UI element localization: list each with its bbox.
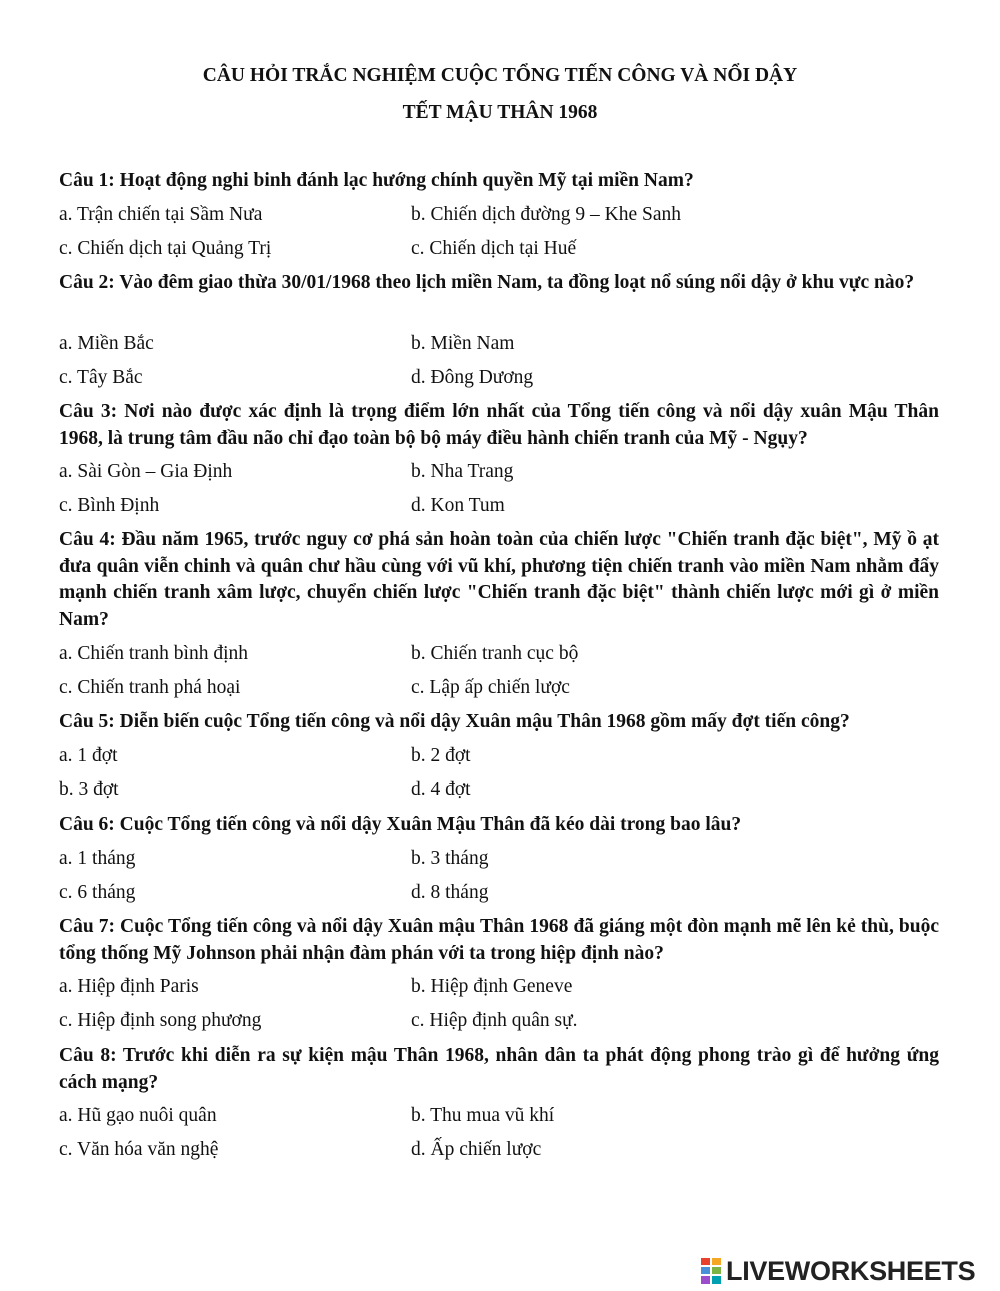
question-5-option-3: b. 3 đợt [59,779,119,800]
logo-block-6 [711,1275,722,1285]
question-2: Câu 2: Vào đêm giao thừa 30/01/1968 theo lịch miền Nam, ta đồng loạt nổ súng nổi dậy ở khu vực nào? [59,272,915,293]
logo-block-1 [700,1257,711,1266]
question-2-option-4: d. Đông Dương [411,367,534,388]
liveworksheets-logo-icon [700,1257,722,1285]
question-7-option-3: c. Hiệp định song phương [59,1010,262,1031]
question-1-option-3: c. Chiến dịch tại Quảng Trị [59,238,272,259]
question-6-option-4: d. 8 tháng [411,882,489,903]
question-3-option-4: d. Kon Tum [411,495,505,516]
question-6-option-1: a. 1 tháng [59,848,136,869]
question-4-option-1: a. Chiến tranh bình định [59,643,249,664]
question-3: Câu 3: Nơi nào được xác định là trọng điểm lớn nhất của Tổng tiến công và nổi dậy xuân Mậu Thân 1968, là trung tâm đầu não chỉ đạo toàn bộ bộ máy điều hành chiến tranh của Mỹ - Ngụy? [59,401,939,449]
question-7-option-1: a. Hiệp định Paris [59,976,199,997]
question-5-option-4: d. 4 đợt [411,779,471,800]
question-8-option-3: c. Văn hóa văn nghệ [59,1139,219,1160]
question-8-option-1: a. Hũ gạo nuôi quân [59,1105,217,1126]
question-2-option-2: b. Miền Nam [411,333,515,354]
question-1-option-4: c. Chiến dịch tại Huế [411,238,577,259]
question-6-option-2: b. 3 tháng [411,848,489,869]
question-3-option-3: c. Bình Định [59,495,160,516]
question-4: Câu 4: Đầu năm 1965, trước nguy cơ phá sản hoàn toàn của chiến lược "Chiến tranh đặc biệt", Mỹ ồ ạt đưa quân viễn chinh và quân chư hầu cùng với vũ khí, phương tiện chiến tranh vào miền Nam nhằm đẩy mạnh chiến tranh xâm lược, chuyển chiến lược "Chiến tranh đặc biệt" thành chiến lược mới gì ở miền Nam? [59,529,939,630]
question-5-option-2: b. 2 đợt [411,745,471,766]
logo-block-4 [711,1266,722,1275]
question-8-option-2: b. Thu mua vũ khí [411,1105,555,1126]
logo-block-5 [700,1275,711,1285]
question-3-option-2: b. Nha Trang [411,461,514,482]
worksheet-title-line1: CÂU HỎI TRẮC NGHIỆM CUỘC TỔNG TIẾN CÔNG VÀ NỔI DẬY [202,65,798,86]
question-5: Câu 5: Diễn biến cuộc Tổng tiến công và nổi dậy Xuân mậu Thân 1968 gồm mấy đợt tiến công? [59,711,850,732]
question-8-option-4: d. Ấp chiến lược [411,1139,542,1160]
logo-block-3 [700,1266,711,1275]
worksheet-title-line2: TẾT MẬU THÂN 1968 [402,102,598,123]
question-3-option-1: a. Sài Gòn – Gia Định [59,461,233,482]
question-7-option-4: c. Hiệp định quân sự. [411,1010,578,1031]
question-2-option-1: a. Miền Bắc [59,333,154,354]
question-4-option-3: c. Chiến tranh phá hoại [59,677,241,698]
question-5-option-1: a. 1 đợt [59,745,118,766]
question-1: Câu 1: Hoạt động nghi binh đánh lạc hướng chính quyền Mỹ tại miền Nam? [59,170,694,191]
question-2-option-3: c. Tây Bắc [59,367,143,388]
question-4-option-2: b. Chiến tranh cục bộ [411,643,579,664]
question-4-option-4: c. Lập ấp chiến lược [411,677,570,698]
question-7-option-2: b. Hiệp định Geneve [411,976,573,997]
question-6: Câu 6: Cuộc Tổng tiến công và nổi dậy Xuân Mậu Thân đã kéo dài trong bao lâu? [59,814,742,835]
question-8: Câu 8: Trước khi diễn ra sự kiện mậu Thân 1968, nhân dân ta phát động phong trào gì để hưởng ứng cách mạng? [59,1045,939,1093]
question-7: Câu 7: Cuộc Tổng tiến công và nổi dậy Xuân mậu Thân 1968 đã giáng một đòn mạnh mẽ lên kẻ thù, buộc tổng thống Mỹ Johnson phải nhận đàm phán với ta trong hiệp định nào? [59,916,939,964]
liveworksheets-logo-text: LIVEWORKSHEETS [726,1256,976,1286]
logo-block-2 [711,1257,722,1266]
question-6-option-3: c. 6 tháng [59,882,136,903]
liveworksheets-logo[interactable] [700,1256,975,1286]
question-1-option-1: a. Trận chiến tại Sầm Nưa [59,204,263,225]
question-1-option-2: b. Chiến dịch đường 9 – Khe Sanh [411,204,682,225]
